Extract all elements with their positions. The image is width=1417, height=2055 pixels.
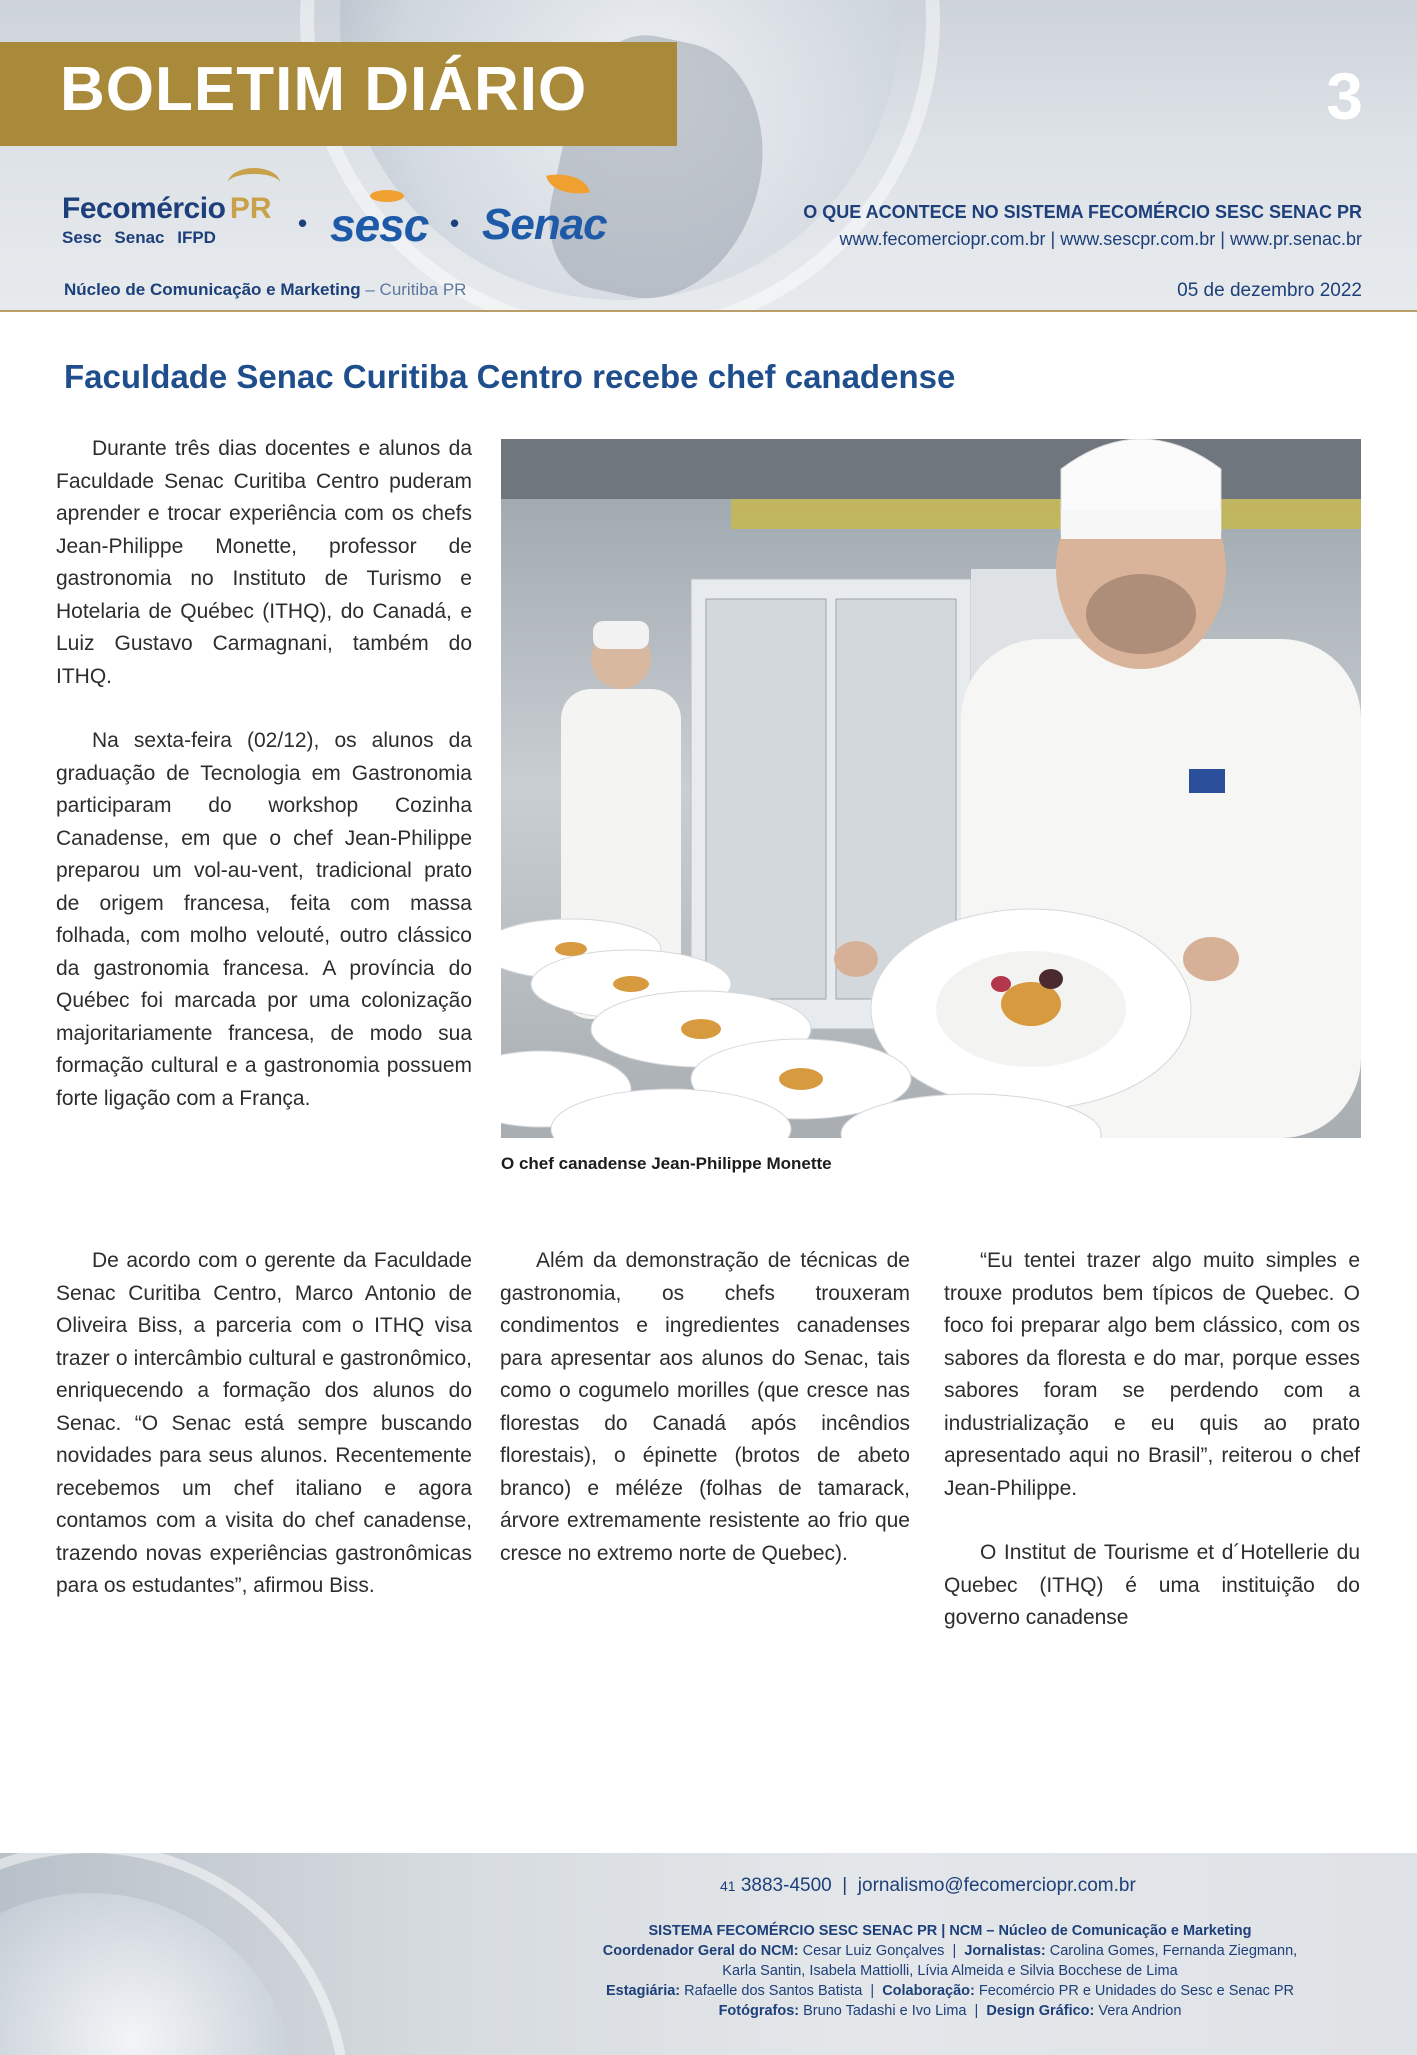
photo-caption: O chef canadense Jean-Philippe Monette — [501, 1154, 832, 1173]
footer-credits: SISTEMA FECOMÉRCIO SESC SENAC PR | NCM – Núcleo de Comunicação e Marketing Coordenador Geral do NCM: Cesar Luiz Gonçalves | Jornalistas: Carolina Gomes, Fernanda Ziegmann, Karla Santin, Isabela Mattiolli, Lívia Almeida e Silvia Bocchese de Lima Estagiária: Rafaelle dos Santos Batista | Colaboração: Fecomércio PR e Unidades do Sesc e Senac PR Fotógrafos: Bruno Tadashi e Ivo Lima | Design Gráfico: Vera Andrion — [602, 1923, 1298, 2019]
phone-number[interactable]: 3883-4500 — [740, 1875, 832, 1896]
contact-email[interactable]: jornalismo@fecomerciopr.com.br — [857, 1875, 1136, 1896]
footer-contact: 41 3883-4500 | jornalismo@fecomerciopr.com.br — [720, 1875, 1136, 1896]
fecomercio-arc-icon — [228, 168, 280, 198]
article-paragraph: O Institut de Tourisme et d´Hotellerie du Quebec (ITHQ) é uma instituição do governo canadense — [944, 1541, 1360, 1629]
article-paragraph: Além da demonstração de técnicas de gastronomia, os chefs trouxeram condimentos e ingredientes canadenses para apresentar aos alunos do Senac, tais como o cogumelo morilles (que cresce nas florestas do Canadá após incêndios florestais), o épinette (brotos de abeto branco) e méléze (folhas de tamarack, árvore extremamente resistente ao frio que cresce no extremo norte de Quebec). — [500, 1249, 910, 1565]
article-paragraph: “Eu tentei trazer algo muito simples e trouxe produtos bem típicos de Quebec. O foco foi preparar algo bem clássico, com os sabores da floresta e do mar, porque esses sabores foram se perdendo com a industrialização e eu quis ao prato apresentado aqui no Brasil”, reiterou o chef Jean-Philippe. — [944, 1249, 1360, 1500]
journalists-label: Jornalistas: — [964, 1943, 1046, 1959]
header-websites[interactable]: www.fecomerciopr.com.br | www.sescpr.com.br | www.pr.senac.br — [839, 229, 1362, 249]
photographers-label: Fotógrafos: — [718, 2003, 800, 2019]
senac-logo: Senac — [482, 200, 607, 249]
article-paragraph: De acordo com o gerente da Faculdade Senac Curitiba Centro, Marco Antonio de Oliveira Biss, a parceria com o ITHQ visa trazer o intercâmbio cultural e gastronômico, enriquecendo a formação dos alunos do Senac. “O Senac está sempre buscando novidades para seus alunos. Recentemente recebemos um chef italiano e agora contamos com a visita do chef canadense, trazendo novas experiências gastronômicas para os estudantes”, afirmou Biss. — [56, 1249, 472, 1597]
article-photo — [501, 439, 1361, 1138]
collaboration-label: Colaboração: — [882, 1983, 975, 1999]
masthead — [0, 0, 1417, 312]
coordinator-label: Coordenador Geral do NCM: — [602, 1943, 799, 1959]
credits-header: SISTEMA FECOMÉRCIO SESC SENAC PR | NCM – Núcleo de Comunicação e Marketing — [648, 1923, 1252, 1939]
fecomercio-logo-sub: Sesc Senac IFPD — [62, 228, 216, 247]
fecomercio-logo — [62, 192, 272, 248]
separator-dot-icon: • — [450, 208, 460, 238]
collaboration-value: Fecomércio PR e Unidades do Sesc e Senac PR — [978, 1983, 1295, 1999]
coordinator-name: Cesar Luiz Gonçalves — [802, 1943, 945, 1959]
design-name: Vera Andrion — [1098, 2003, 1182, 2019]
phone-prefix: 41 — [720, 1878, 736, 1894]
header-tagline: O QUE ACONTECE NO SISTEMA FECOMÉRCIO SESC SENAC PR — [803, 202, 1362, 222]
article-paragraph: Durante três dias docentes e alunos da Faculdade Senac Curitiba Centro puderam aprender e trocar experiência com os chefs Jean-Philippe Monette, professor de gastronomia no Instituto de Turismo e Hotelaria de Québec (ITHQ), do Canadá, e Luiz Gustavo Carmagnani, também do ITHQ. — [56, 437, 472, 688]
article-column-1-top — [56, 433, 472, 1147]
journalists-names-cont: Karla Santin, Isabela Mattiolli, Lívia Almeida e Silvia Bocchese de Lima — [722, 1963, 1178, 1979]
intern-name: Rafaelle dos Santos Batista — [684, 1983, 863, 1999]
article-column-3 — [944, 1245, 1360, 1667]
journalists-names: Carolina Gomes, Fernanda Ziegmann, — [1049, 1943, 1298, 1959]
article-headline: Faculdade Senac Curitiba Centro recebe chef canadense — [64, 358, 956, 395]
issue-date: 05 de dezembro 2022 — [1177, 280, 1362, 301]
separator-dot-icon: • — [298, 208, 308, 238]
fecomercio-logo-name: Fecomércio — [62, 192, 226, 225]
article-column-2 — [500, 1245, 910, 1602]
newsletter-title: BOLETIM DIÁRIO — [60, 55, 588, 124]
department-line — [64, 280, 466, 300]
design-label: Design Gráfico: — [986, 2003, 1095, 2019]
article-column-1-bottom — [56, 1245, 472, 1635]
page-footer — [0, 1853, 1417, 2055]
page-number: 3 — [1326, 59, 1363, 133]
department-name: Núcleo de Comunicação e Marketing — [64, 280, 361, 299]
sesc-logo: sesc — [330, 199, 429, 251]
intern-label: Estagiária: — [605, 1983, 681, 1999]
photographers-names: Bruno Tadashi e Ivo Lima — [803, 2003, 967, 2019]
chef-photo-illustration — [501, 439, 1361, 1138]
department-city: – Curitiba PR — [360, 280, 467, 299]
fecomercio-logo-pr: PR — [229, 192, 272, 225]
article-paragraph: Na sexta-feira (02/12), os alunos da graduação de Tecnologia em Gastronomia participaram do workshop Cozinha Canadense, em que o chef Jean-Philippe preparou um vol-au-vent, tradicional prato de origem francesa, feita com massa folhada, com molho velouté, outro clássico da gastronomia francesa. A província do Québec foi marcada por uma colonização majoritariamente francesa, de modo sua formação cultural e a gastronomia possuem forte ligação com a França. — [56, 729, 472, 1110]
